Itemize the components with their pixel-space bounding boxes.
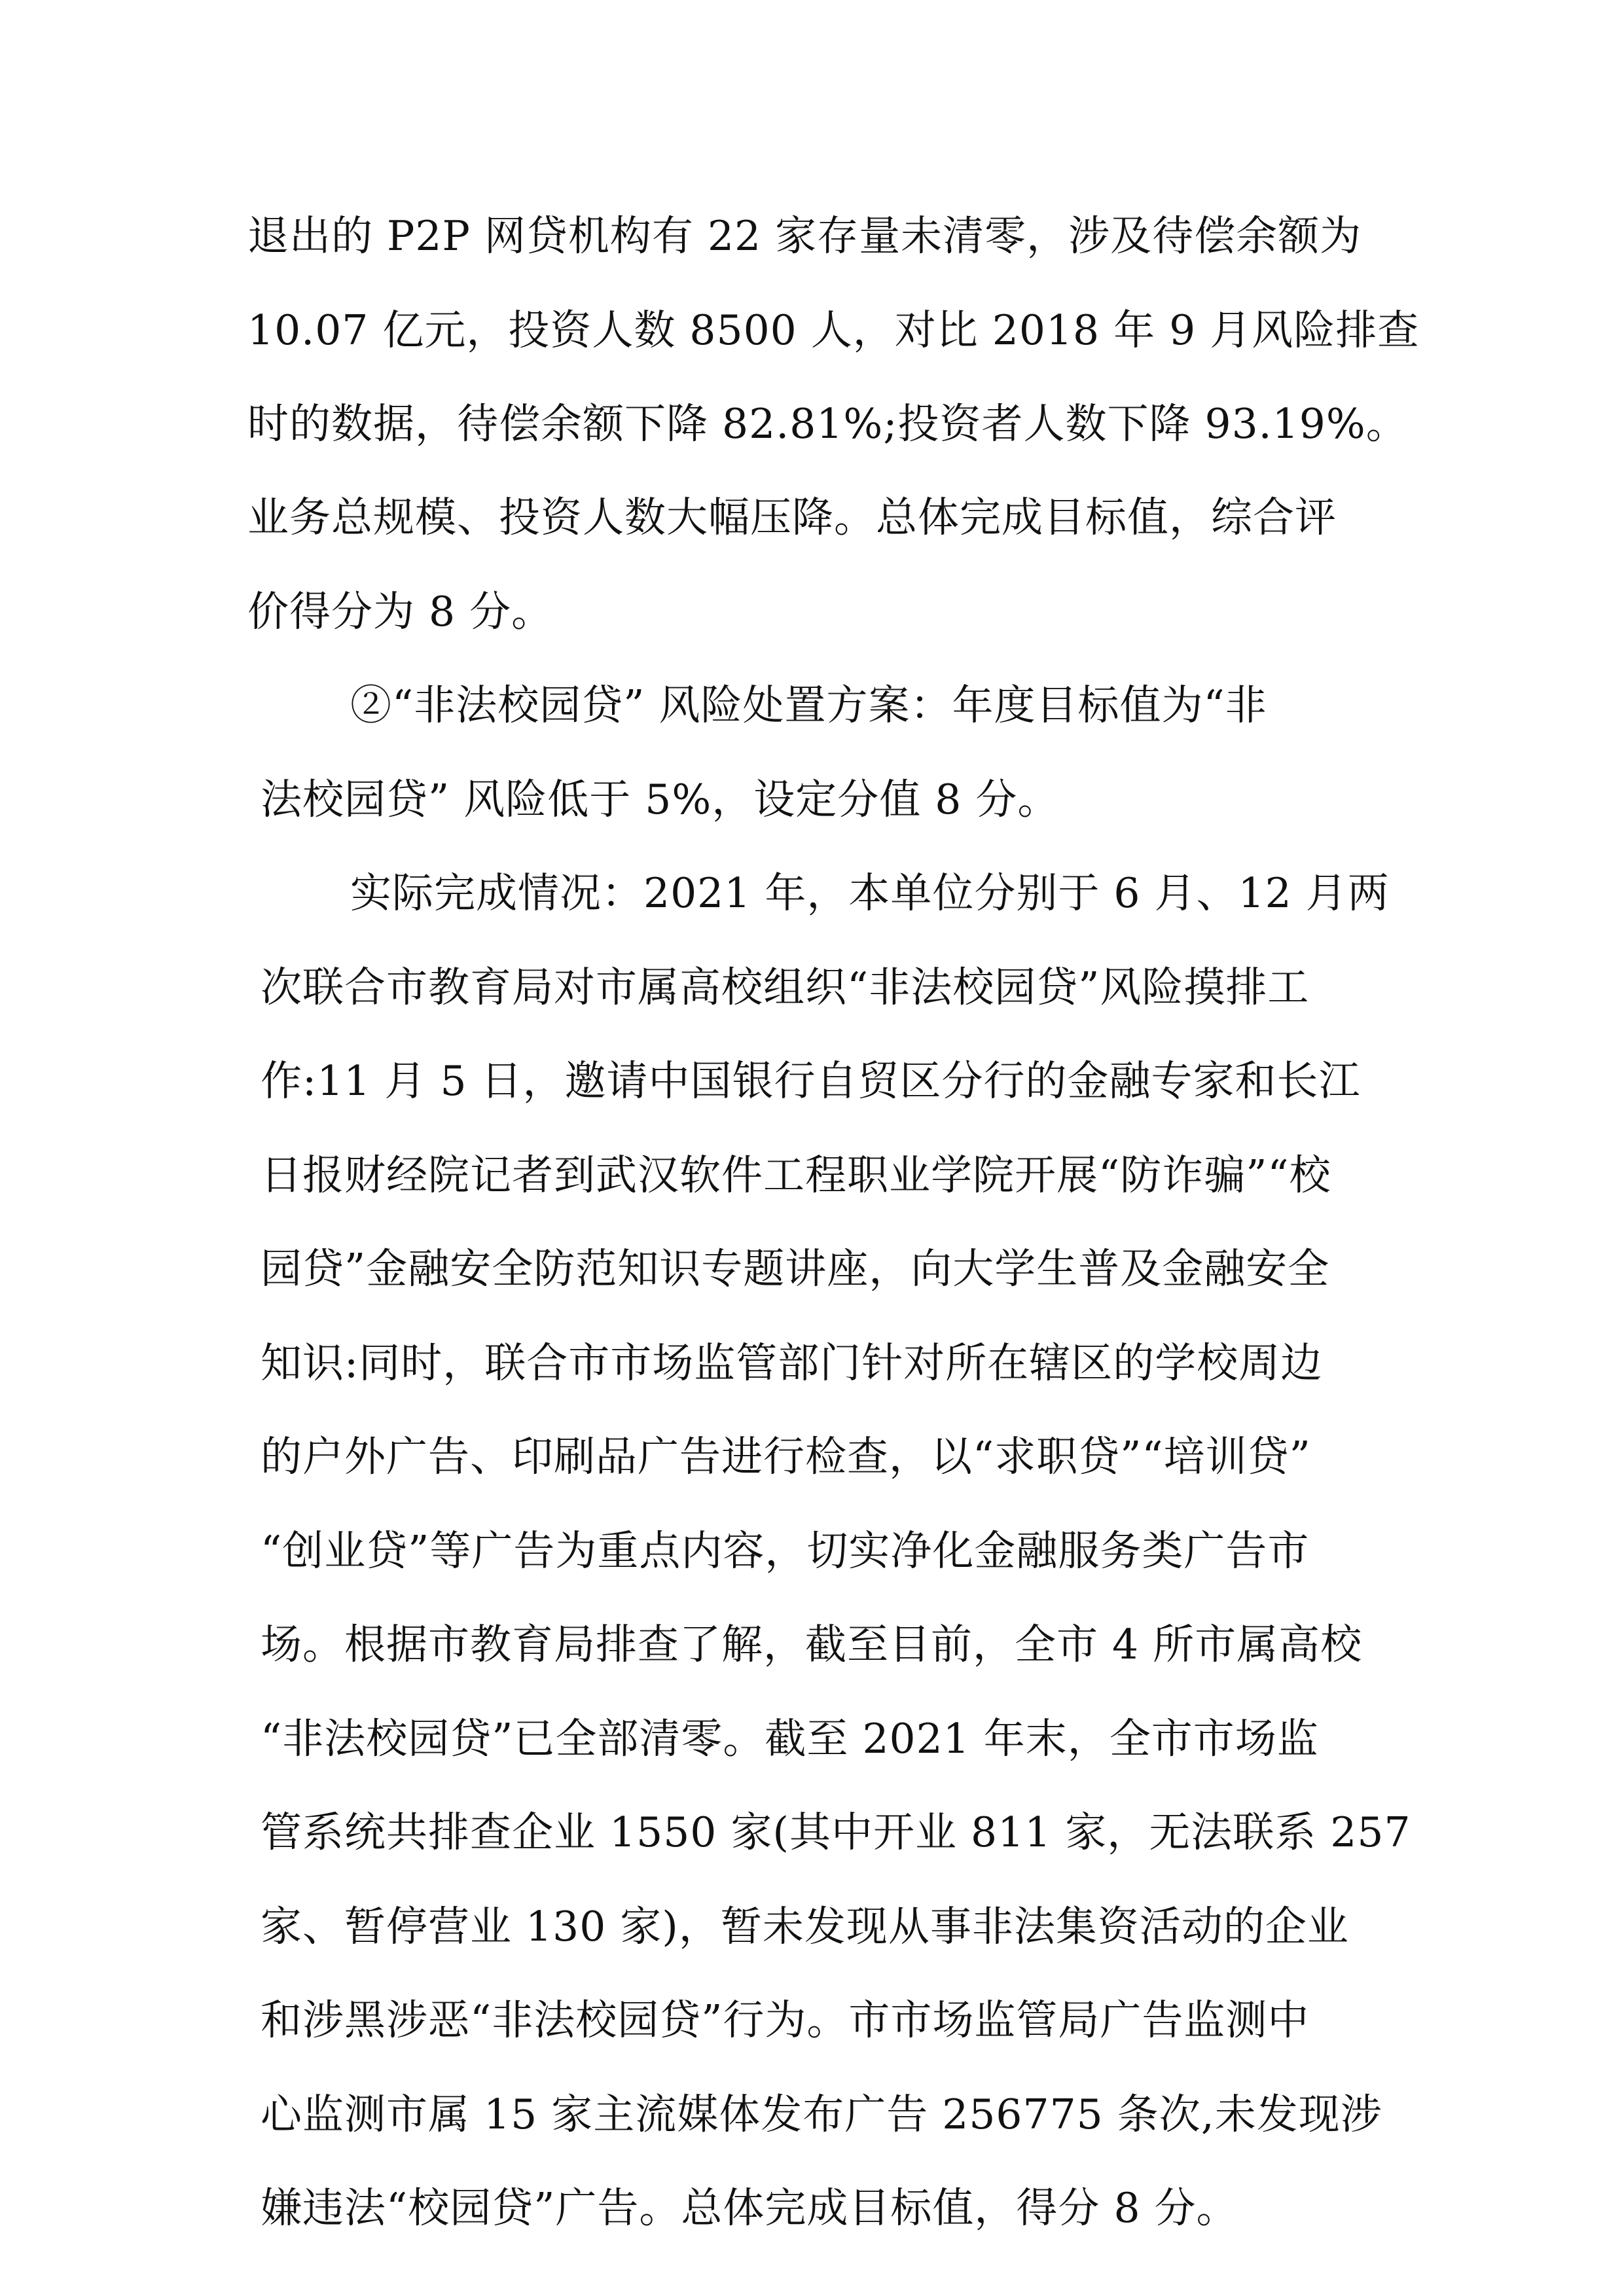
text-line-10: 作:11 月 5 日，邀请中国银行自贸区分行的金融专家和长江	[261, 1057, 1361, 1105]
text-line-20: 和涉黑涉恶“非法校园贷”行为。市市场监管局广告监测中	[261, 1996, 1310, 2044]
text-line-14: 的户外广告、印刷品广告进行检查，以“求职贷”“培训贷”	[261, 1433, 1311, 1480]
text-line-22: 嫌违法“校园贷”广告。总体完成目标值，得分 8 分。	[261, 2184, 1238, 2232]
text-line-12: 园贷”金融安全防范知识专题讲座，向大学生普及金融安全	[261, 1245, 1330, 1293]
text-line-3: 时的数据，待偿余额下降 82.81%;投资者人数下降 93.19%。	[247, 400, 1408, 448]
text-line-2: 10.07 亿元，投资人数 8500 人，对比 2018 年 9 月风险排查	[247, 306, 1420, 354]
text-line-6: ②“非法校园贷” 风险处置方案：年度目标值为“非	[350, 681, 1267, 729]
text-line-5: 价得分为 8 分。	[247, 588, 554, 636]
text-line-11: 日报财经院记者到武汉软件工程职业学院开展“防诈骗”“校	[261, 1151, 1331, 1199]
text-line-7: 法校园贷” 风险低于 5%，设定分值 8 分。	[261, 776, 1060, 823]
text-line-18: 管系统共排查企业 1550 家(其中开业 811 家，无法联系 257	[261, 1808, 1411, 1856]
text-line-17: “非法校园贷”已全部清零。截至 2021 年末，全市市场监	[261, 1715, 1319, 1763]
text-line-1: 退出的 P2P 网贷机构有 22 家存量未清零，涉及待偿余额为	[247, 212, 1362, 260]
text-line-13: 知识:同时，联合市市场监管部门针对所在辖区的学校周边	[261, 1339, 1323, 1387]
text-line-4: 业务总规模、投资人数大幅压降。总体完成目标值，综合评	[247, 493, 1337, 541]
text-line-15: “创业贷”等广告为重点内容，切实净化金融服务类广告市	[261, 1527, 1310, 1575]
text-line-21: 心监测市属 15 家主流媒体发布广告 256775 条次,未发现涉	[261, 2090, 1382, 2138]
text-line-8: 实际完成情况：2021 年，本单位分别于 6 月、12 月两	[350, 869, 1390, 917]
text-line-19: 家、暂停营业 130 家)，暂未发现从事非法集资活动的企业	[261, 1903, 1349, 1950]
text-line-9: 次联合市教育局对市属高校组织“非法校园贷”风险摸排工	[261, 963, 1310, 1011]
text-line-16: 场。根据市教育局排查了解，截至目前，全市 4 所市属高校	[261, 1621, 1363, 1668]
